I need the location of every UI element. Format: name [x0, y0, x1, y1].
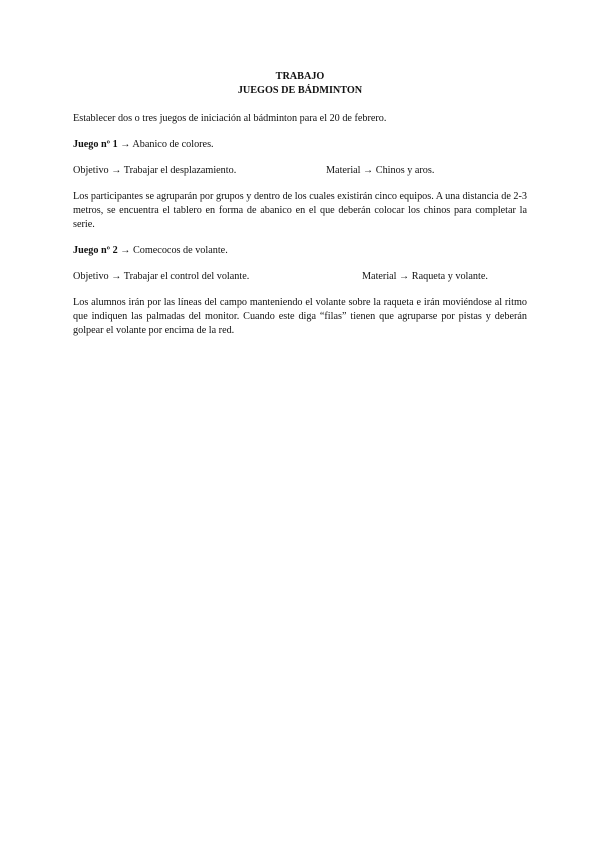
game-1-objective-line: [73, 164, 527, 178]
game-2-objective: Objetivo → Trabajar el control del volante.: [73, 271, 250, 282]
game-1-name: → Abanico de colores.: [117, 139, 214, 150]
game-1-objective: Objetivo → Trabajar el desplazamiento.: [73, 165, 237, 176]
game-2-name: → Comecocos de volante.: [117, 245, 228, 256]
intro-paragraph: Establecer dos o tres juegos de iniciación al bádminton para el 20 de febrero.: [73, 113, 387, 124]
game-1-material: Material → Chinos y aros.: [326, 165, 435, 176]
game-1-description: Los participantes se agruparán por grupos y dentro de los cuales existirán cinco equipos. A una distancia de 2-3 metros, se encuentra el tablero en forma de abanico en el que deberán colocar los chinos para completar la serie.: [73, 191, 527, 230]
document-subtitle: JUEGOS DE BÁDMINTON: [237, 85, 363, 96]
document-title: TRABAJO: [275, 71, 325, 82]
game-1-heading: [73, 138, 527, 152]
game-2-objective-line: [73, 270, 527, 284]
game-2-label: Juego nº 2: [73, 245, 118, 256]
game-2-heading: [73, 244, 527, 258]
game-1-label: Juego nº 1: [73, 139, 118, 150]
document-page: [73, 70, 527, 338]
game-2-description: Los alumnos irán por las líneas del campo manteniendo el volante sobre la raqueta e irán moviéndose al ritmo que indiquen las palmadas del monitor. Cuando este diga “filas” tienen que agruparse por pistas y deberán golpear el volante por encima de la red.: [73, 297, 527, 336]
game-2-material: Material → Raqueta y volante.: [362, 271, 488, 282]
